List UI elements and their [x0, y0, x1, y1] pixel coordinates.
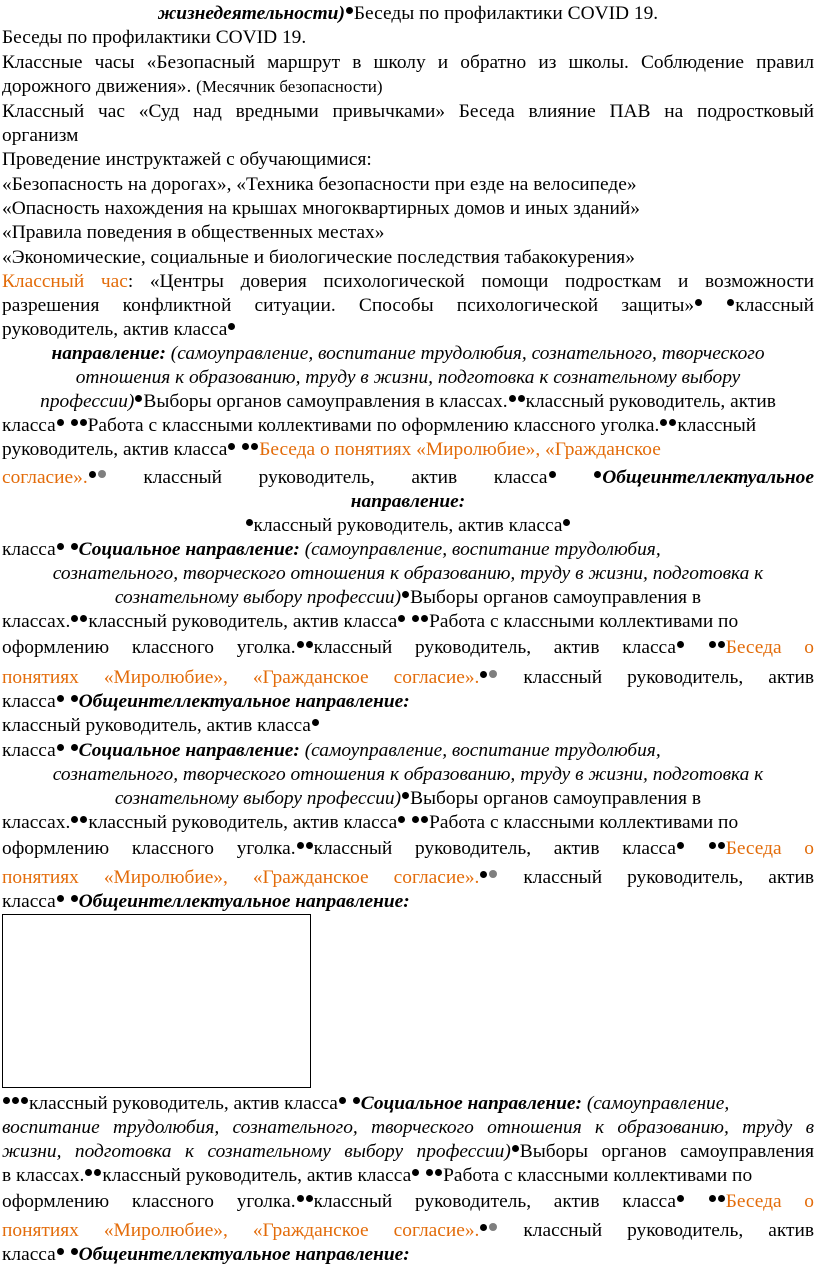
bullet-icon	[677, 1195, 684, 1202]
bullet-icon	[12, 1097, 19, 1104]
text-line: «Экономические, социальные и биологические последствия табакокурения»	[2, 247, 635, 268]
text-fragment: Общеинтеллектуальное	[602, 467, 814, 488]
text-fragment: в классах.	[2, 1165, 85, 1186]
bullet-icon	[709, 1195, 716, 1202]
bullet-icon	[353, 1097, 360, 1104]
bullet-icon	[71, 895, 78, 902]
bullet-icon	[669, 419, 676, 426]
text-fragment: (самоуправление,	[582, 1093, 730, 1114]
bullet-icon	[412, 816, 419, 823]
text-line	[2, 690, 814, 714]
text-line: отношения к образованию, труду в жизни, подготовка к сознательному выбору	[75, 367, 741, 388]
text-line	[2, 2, 814, 26]
bullet-icon	[251, 443, 258, 450]
bullet-icon	[57, 744, 64, 751]
bullet-icon	[435, 1169, 442, 1176]
text-fragment: классный руководитель, актив класса	[29, 1093, 338, 1114]
bullet-icon	[346, 7, 353, 14]
bullet-icon	[660, 419, 667, 426]
text-line	[2, 270, 814, 294]
text-line	[2, 866, 814, 890]
text-fragment: сознательному выбору профессии)	[114, 587, 402, 608]
bullet-icon	[426, 1169, 433, 1176]
bullet-icon	[489, 870, 497, 878]
text-fragment: Беседа о	[725, 637, 814, 658]
text-fragment: Беседа о	[725, 1191, 814, 1212]
bullet-icon	[71, 419, 78, 426]
bullet-icon	[677, 641, 684, 648]
text-fragment: Общеинтеллектуальное направление:	[78, 691, 410, 712]
text-fragment: классный руководитель, актив класса	[313, 637, 676, 658]
bullet-icon	[398, 816, 405, 823]
text-fragment: понятиях «Миролюбие», «Гражданское согласие».	[2, 667, 480, 688]
bullet-icon	[228, 323, 235, 330]
text-fragment: классный руководитель, актив класса	[253, 515, 563, 536]
text-line	[2, 1092, 814, 1116]
text-fragment: (самоуправление, воспитание трудолюбия, сознательного, творческого	[165, 343, 765, 364]
text-line	[2, 414, 814, 438]
text-line	[2, 890, 814, 914]
text-line: сознательного, творческого отношения к образованию, труду в жизни, подготовка к	[52, 764, 764, 785]
bullet-icon	[246, 519, 253, 526]
text-fragment: Работа с классными коллективами по оформлению классного уголка.	[87, 415, 660, 436]
text-fragment: профессии)	[40, 391, 135, 412]
text-fragment: классный руководитель, актив класса	[2, 715, 311, 736]
text-fragment: классный	[677, 415, 757, 436]
text-fragment: дорожного движения».	[2, 76, 197, 97]
bullet-icon	[57, 1248, 64, 1255]
text-line	[2, 538, 814, 562]
text-fragment: классный руководитель, актив	[525, 391, 776, 412]
bullet-icon	[98, 470, 106, 478]
bullet-icon	[312, 719, 319, 726]
text-fragment: Выборы органов самоуправления	[519, 1141, 815, 1162]
text-line: сознательного, творческого отношения к образованию, труду в жизни, подготовка к	[52, 563, 764, 584]
bullet-icon	[412, 615, 419, 622]
bullet-icon	[21, 1097, 28, 1104]
text-line: Беседы по профилактики COVID 19.	[2, 27, 307, 48]
bullet-icon	[85, 1169, 92, 1176]
text-line	[2, 666, 814, 690]
text-fragment: Социальное направление:	[78, 740, 300, 761]
text-fragment: Социальное направление:	[78, 539, 300, 560]
text-line	[2, 837, 814, 861]
bullet-icon	[71, 615, 78, 622]
text-fragment: классный руководитель, актив	[498, 1220, 814, 1241]
text-fragment: классный руководитель, актив класса	[313, 838, 676, 859]
bullet-icon	[480, 1224, 487, 1231]
text-fragment: классах.	[2, 812, 71, 833]
text-fragment: класса	[2, 691, 56, 712]
text-fragment: Общеинтеллектуальное направление:	[78, 1244, 410, 1265]
bullet-icon	[549, 471, 556, 478]
text-fragment: (Месячник безопасности)	[196, 77, 383, 96]
bullet-icon	[398, 615, 405, 622]
bullet-icon	[421, 816, 428, 823]
bullet-icon	[339, 1097, 346, 1104]
text-line	[2, 1164, 814, 1188]
bullet-icon	[421, 615, 428, 622]
bullet-icon	[512, 1145, 519, 1152]
text-fragment: классах.	[2, 611, 71, 632]
text-fragment: классный руководитель, актив	[498, 667, 814, 688]
bullet-icon	[518, 395, 525, 402]
bullet-icon	[489, 1223, 497, 1231]
bullet-icon	[412, 1169, 419, 1176]
bullet-icon	[57, 543, 64, 550]
text-line	[2, 318, 814, 342]
text-fragment: Работа с классными коллективами по	[443, 1165, 753, 1186]
text-line	[2, 714, 814, 738]
text-line: «Правила поведения в общественных местах»	[2, 222, 385, 243]
text-fragment: класса	[2, 891, 56, 912]
bullet-icon	[94, 1169, 101, 1176]
text-line: Классный час «Суд над вредными привычками» Беседа влияние ПАВ на подростковый	[2, 101, 814, 122]
text-fragment: класса	[2, 740, 56, 761]
bullet-icon	[402, 591, 409, 598]
text-fragment: классный руководитель, актив	[498, 867, 814, 888]
text-line	[2, 811, 814, 835]
bullet-icon	[242, 443, 249, 450]
text-fragment: Беседы по профилактики COVID 19.	[353, 3, 659, 24]
empty-frame	[2, 914, 311, 1088]
text-fragment: классный	[735, 295, 814, 316]
text-line	[2, 610, 814, 634]
bullet-icon	[57, 695, 64, 702]
text-fragment: Классный час	[2, 271, 128, 292]
text-fragment: Выборы органов самоуправления в	[410, 587, 702, 608]
bullet-icon	[727, 299, 734, 306]
text-line	[2, 1190, 814, 1214]
text-line	[2, 342, 814, 366]
bullet-icon	[80, 419, 87, 426]
text-fragment: Беседа о понятиях «Миролюбие», «Гражданское	[259, 439, 661, 460]
text-line	[2, 1243, 814, 1267]
text-fragment: класса	[2, 539, 56, 560]
text-line: «Безопасность на дорогах», «Техника безопасности при езде на велосипеде»	[2, 174, 637, 195]
bullet-icon	[718, 842, 725, 849]
text-line: организм	[2, 125, 79, 146]
text-line	[2, 390, 814, 414]
bullet-icon	[709, 641, 716, 648]
text-fragment: класса	[2, 1244, 56, 1265]
text-fragment: понятиях «Миролюбие», «Гражданское согласие».	[2, 867, 480, 888]
bullet-icon	[718, 641, 725, 648]
text-line	[2, 636, 814, 660]
text-line	[2, 1140, 814, 1164]
text-fragment: жизнедеятельности)	[157, 3, 345, 24]
bullet-icon	[306, 641, 313, 648]
text-fragment: (самоуправление, воспитание трудолюбия,	[299, 539, 661, 560]
bullet-icon	[563, 519, 570, 526]
bullet-icon	[306, 842, 313, 849]
bullet-icon	[71, 695, 78, 702]
bullet-icon	[297, 842, 304, 849]
bullet-icon	[57, 419, 64, 426]
bullet-icon	[489, 670, 497, 678]
bullet-icon	[480, 871, 487, 878]
text-fragment: классный руководитель, актив класса	[313, 1191, 676, 1212]
bullet-icon	[80, 816, 87, 823]
bullet-icon	[709, 842, 716, 849]
bullet-icon	[509, 395, 516, 402]
text-fragment: согласие».	[2, 467, 88, 488]
text-fragment: Выборы органов самоуправления в	[410, 788, 702, 809]
text-fragment: оформлению классного уголка.	[2, 637, 296, 658]
text-fragment: классный руководитель, актив класса	[106, 467, 548, 488]
bullet-icon	[594, 471, 601, 478]
text-line: «Опасность нахождения на крышах многоквартирных домов и иных зданий»	[2, 198, 640, 219]
text-fragment: сознательному выбору профессии)	[114, 788, 402, 809]
text-fragment: оформлению классного уголка.	[2, 838, 296, 859]
text-fragment: руководитель, актив класса	[2, 439, 228, 460]
text-fragment: класса	[2, 415, 56, 436]
text-fragment: оформлению классного уголка.	[2, 1191, 296, 1212]
bullet-icon	[71, 744, 78, 751]
text-line: воспитание трудолюбия, сознательного, творческого отношения к образованию, труду в	[2, 1117, 814, 1138]
text-fragment: разрешения конфликтной ситуации. Способы психологической защиты»	[2, 295, 695, 316]
text-fragment: классный руководитель, актив класса	[88, 812, 398, 833]
text-fragment: (самоуправление, воспитание трудолюбия,	[299, 740, 661, 761]
bullet-icon	[297, 641, 304, 648]
text-fragment: : «Центры доверия психологической помощи подросткам и возможности	[127, 271, 814, 292]
text-fragment: понятиях «Миролюбие», «Гражданское согласие».	[2, 1220, 480, 1241]
bullet-icon	[297, 1195, 304, 1202]
bullet-icon	[228, 443, 235, 450]
bullet-icon	[3, 1097, 10, 1104]
bullet-icon	[402, 792, 409, 799]
text-fragment: классный руководитель, актив класса	[88, 611, 398, 632]
text-fragment: Работа с классными коллективами по	[429, 611, 739, 632]
text-line	[2, 438, 814, 462]
text-line: Проведение инструктажей с обучающимися:	[2, 149, 372, 170]
text-fragment: Беседа о	[725, 838, 814, 859]
bullet-icon	[71, 816, 78, 823]
text-line	[2, 787, 814, 811]
text-line	[2, 586, 814, 610]
bullet-icon	[718, 1195, 725, 1202]
text-line: Классные часы «Безопасный маршрут в школу и обратно из школы. Соблюдение правил	[2, 52, 814, 73]
text-fragment: направление:	[51, 343, 166, 364]
text-fragment: Работа с классными коллективами по	[429, 812, 739, 833]
text-line	[2, 1219, 814, 1243]
text-line	[2, 294, 814, 318]
text-fragment: Общеинтеллектуальное направление:	[78, 891, 410, 912]
bullet-icon	[80, 615, 87, 622]
bullet-icon	[57, 895, 64, 902]
bullet-icon	[306, 1195, 313, 1202]
text-line	[2, 514, 814, 538]
text-fragment: жизни, подготовка к сознательному выбору профессии)	[2, 1141, 511, 1162]
bullet-icon	[89, 471, 96, 478]
text-fragment: классный руководитель, актив класса	[102, 1165, 412, 1186]
text-fragment: Социальное направление:	[360, 1093, 582, 1114]
text-fragment: руководитель, актив класса	[2, 319, 228, 340]
bullet-icon	[695, 299, 702, 306]
bullet-icon	[71, 1248, 78, 1255]
text-line	[2, 75, 814, 99]
text-line	[2, 739, 814, 763]
bullet-icon	[135, 395, 142, 402]
text-line	[2, 466, 814, 490]
bullet-icon	[677, 842, 684, 849]
bullet-icon	[71, 543, 78, 550]
text-line: направление:	[350, 491, 466, 512]
text-fragment: Выборы органов самоуправления в классах.	[143, 391, 508, 412]
bullet-icon	[480, 671, 487, 678]
